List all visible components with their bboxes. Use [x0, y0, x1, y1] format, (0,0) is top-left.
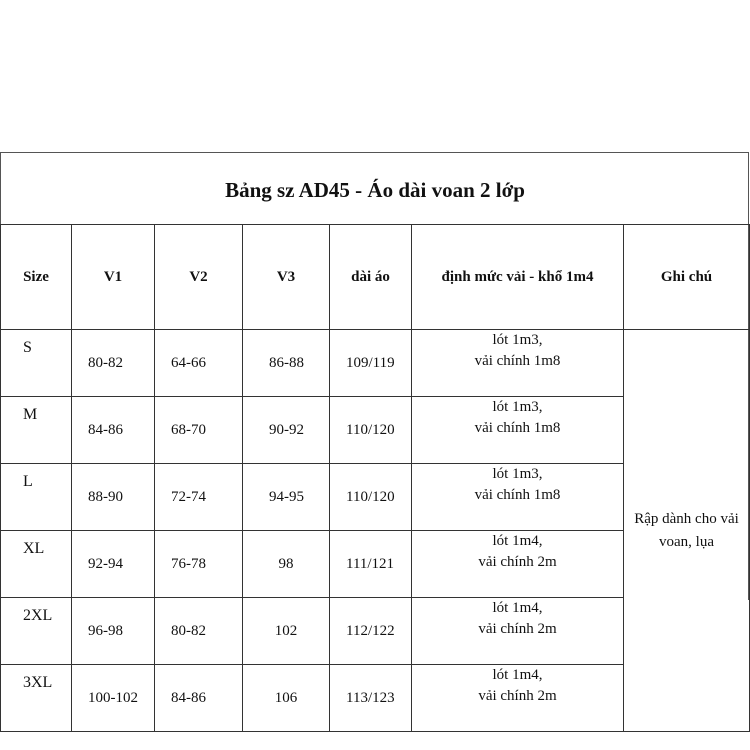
fabric-main: vải chính 1m8: [474, 353, 561, 369]
cell-v2: 72-74: [155, 464, 243, 531]
cell-size: 2XL: [1, 598, 72, 665]
cell-fabric: [412, 464, 624, 531]
cell-size: L: [1, 464, 72, 531]
fabric-lining: lót 1m3,: [492, 399, 543, 415]
fabric-lining: lót 1m4,: [492, 533, 543, 549]
page-title: Bảng sz AD45 - Áo dài voan 2 lớp: [225, 177, 525, 202]
fabric-lining: lót 1m4,: [492, 667, 543, 683]
cell-length: 112/122: [330, 598, 412, 665]
cell-v2: 76-78: [155, 531, 243, 598]
fabric-main: vải chính 1m8: [474, 487, 561, 503]
cell-v3: 90-92: [243, 397, 330, 464]
fabric-main: vải chính 1m8: [474, 420, 561, 436]
header-v1: V1: [72, 225, 155, 330]
cell-v2: 68-70: [155, 397, 243, 464]
cell-v3: 94-95: [243, 464, 330, 531]
cell-v2: 64-66: [155, 330, 243, 397]
table-row: [1, 330, 750, 397]
cell-note: Rập dành cho vải voan, lụa: [624, 330, 750, 732]
cell-v2: 84-86: [155, 665, 243, 732]
cell-v1: 96-98: [72, 598, 155, 665]
cell-v3: 86-88: [243, 330, 330, 397]
cell-v3: 98: [243, 531, 330, 598]
cell-fabric: [412, 397, 624, 464]
cell-v1: 92-94: [72, 531, 155, 598]
cell-v1: 84-86: [72, 397, 155, 464]
cell-length: 110/120: [330, 464, 412, 531]
fabric-lining: lót 1m3,: [492, 466, 543, 482]
header-v2: V2: [155, 225, 243, 330]
cell-v2: 80-82: [155, 598, 243, 665]
cell-length: 113/123: [330, 665, 412, 732]
header-note: Ghi chú: [624, 225, 750, 330]
cell-length: 109/119: [330, 330, 412, 397]
header-fabric: định mức vải - khổ 1m4: [412, 225, 624, 330]
fabric-lining: lót 1m3,: [492, 332, 543, 348]
header-size: Size: [1, 225, 72, 330]
cell-size: XL: [1, 531, 72, 598]
cell-fabric: [412, 531, 624, 598]
cell-v3: 102: [243, 598, 330, 665]
cell-size: S: [1, 330, 72, 397]
cell-v3: 106: [243, 665, 330, 732]
cell-v1: 88-90: [72, 464, 155, 531]
cell-length: 111/121: [330, 531, 412, 598]
cell-size: M: [1, 397, 72, 464]
cell-v1: 80-82: [72, 330, 155, 397]
fabric-main: vải chính 2m: [478, 554, 557, 570]
cell-fabric: [412, 598, 624, 665]
fabric-lining: lót 1m4,: [492, 600, 543, 616]
table-header-row: [1, 225, 750, 330]
fabric-main: vải chính 2m: [478, 621, 557, 637]
cell-length: 110/120: [330, 397, 412, 464]
cell-size: 3XL: [1, 665, 72, 732]
header-length: dài áo: [330, 225, 412, 330]
fabric-main: vải chính 2m: [478, 688, 557, 704]
cell-fabric: [412, 665, 624, 732]
cell-v1: 100-102: [72, 665, 155, 732]
header-v3: V3: [243, 225, 330, 330]
size-table: [0, 224, 750, 732]
cell-fabric: [412, 330, 624, 397]
